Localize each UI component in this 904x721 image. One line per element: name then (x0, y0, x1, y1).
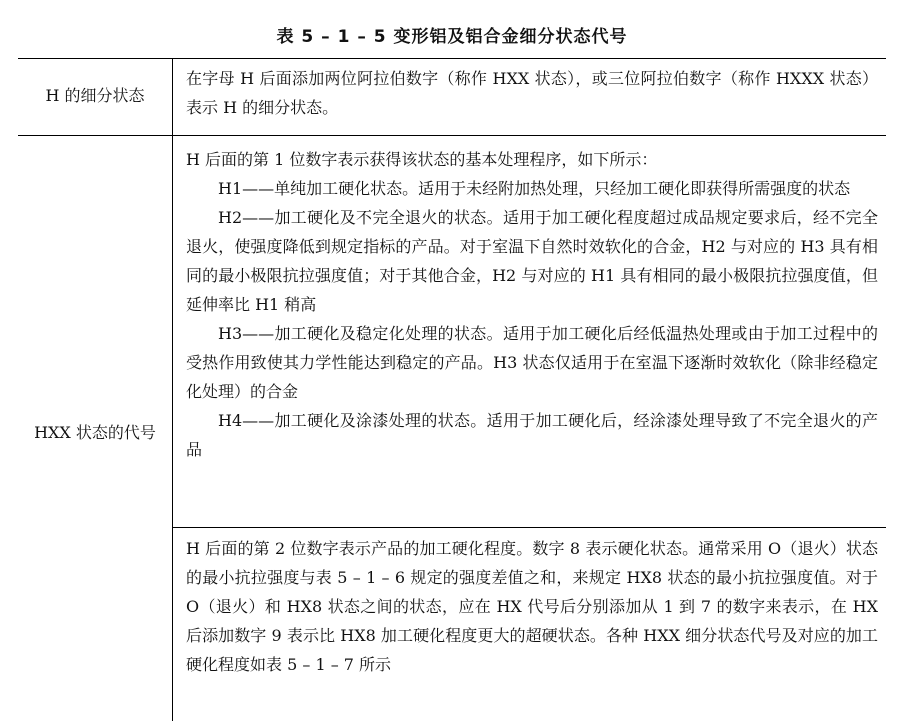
row-divider-1 (18, 135, 886, 136)
column-divider (172, 58, 173, 721)
paragraph-h2: H2——加工硬化及不完全退火的状态。适用于加工硬化程度超过成品规定要求后，经不完全退火，使强度降低到规定指标的产品。对于室温下自然时效软化的合金，H2 与对应的 H3 具有相同的最小极限抗拉强度值；对于其他合金，H2 与对应的 H1 具有相同的最小极限抗拉强度值，但延伸率比 H1 稍高 (186, 208, 878, 314)
paragraph-h1: H1——单纯加工硬化状态。适用于未经附加热处理，只经加工硬化即获得所需强度的状态 (218, 179, 851, 198)
paragraph: 在字母 H 后面添加两位阿拉伯数字（称作 HXX 状态），或三位阿拉伯数字（称作 HXXX 状态）表示 H 的细分状态。 (186, 69, 878, 117)
paragraph-h3: H3——加工硬化及稳定化处理的状态。适用于加工硬化后经低温热处理或由于加工过程中的受热作用致使其力学性能达到稳定的产品。H3 状态仅适用于在室温下逐渐时效软化（除非经稳定化处理）的合金 (186, 324, 878, 401)
row-divider-2 (172, 527, 886, 528)
row-content-h-subdivision (186, 64, 878, 122)
row-content-hxx-first-digit (186, 145, 878, 464)
table-caption: 表 5 – 1 – 5 变形铝及铝合金细分状态代号 (276, 27, 628, 47)
paragraph-h4: H4——加工硬化及涂漆处理的状态。适用于加工硬化后，经涂漆处理导致了不完全退火的产品 (186, 411, 878, 459)
row-label-h-subdivision: H 的细分状态 (45, 86, 145, 105)
table-top-border (18, 58, 886, 59)
row-label-hxx-code: HXX 状态的代号 (34, 423, 156, 442)
paragraph: H 后面的第 2 位数字表示产品的加工硬化程度。数字 8 表示硬化状态。通常采用 O（退火）状态的最小抗拉强度与表 5 – 1 – 6 规定的强度差值之和，来规定 HX8 状态的最小抗拉强度值。对于 O（退火）和 HX8 状态之间的状态，应在 HX 代号后分别添加从 1 到 7 的数字来表示，在 HX 后添加数字 9 表示比 HX8 加工硬化程度更大的超硬状态。各种 HXX 细分状态代号及对应的加工硬化程度如表 5 – 1 – 7 所示 (186, 539, 878, 674)
paragraph: H 后面的第 1 位数字表示获得该状态的基本处理程序，如下所示： (186, 150, 658, 169)
row-content-hxx-second-digit (186, 534, 878, 679)
